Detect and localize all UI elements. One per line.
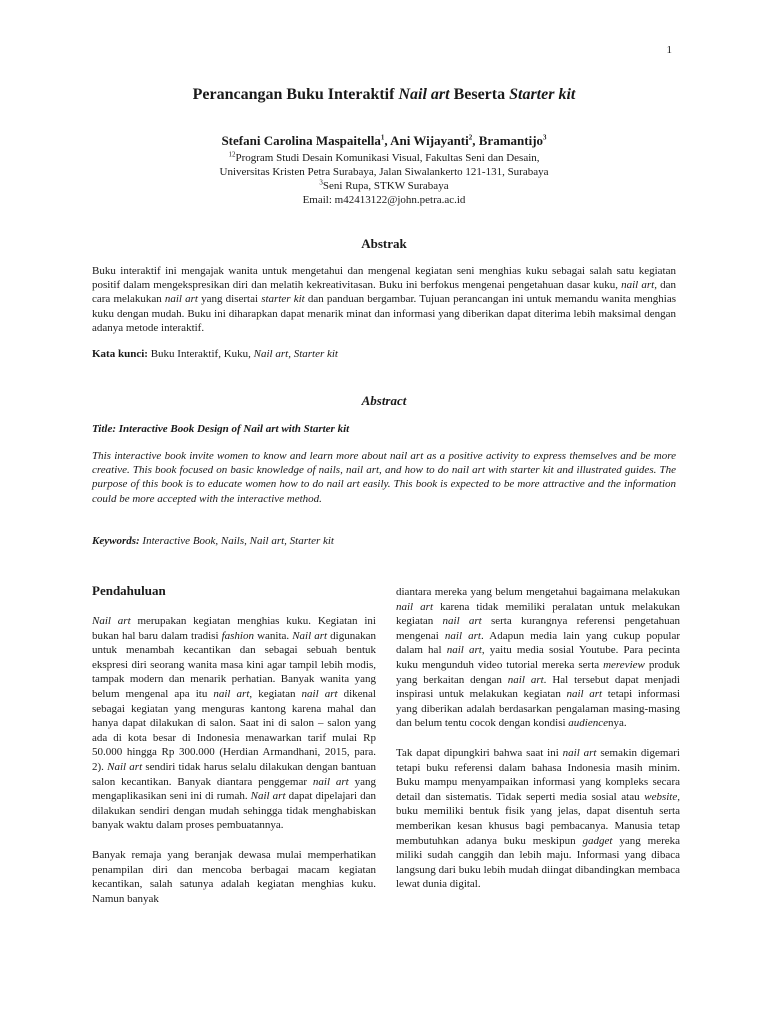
text-run: serta kurangnya referensi pengetahuan mengenai xyxy=(396,615,680,642)
abstrak-heading: Abstrak xyxy=(361,236,407,251)
left-column xyxy=(92,614,376,921)
text-run: Banyak remaja yang beranjak dewasa mulai memperhatikan penampilan diri dan mencoba berbagai macam kegiatan kecantikan, salah satunya adalah kegiatan menghias kuku. Namun banyak xyxy=(92,848,376,905)
italic-term: nail art xyxy=(312,775,349,788)
author-list: Stefani Carolina Maspaitella$^1$, Ani Wijayanti$^2$, Bramantijo$^3$ xyxy=(221,133,547,148)
italic-term: audience xyxy=(568,717,608,730)
text-run: diantara mereka yang belum mengetahui bagaimana melakukan xyxy=(396,586,680,598)
italic-term: website xyxy=(644,790,678,803)
text-run: , yaitu media sosial Youtube. Para pecinta kuku mengunduh video tutorial mereka serta xyxy=(396,644,681,671)
pendahuluan-paragraph-1 xyxy=(92,614,376,833)
italic-term: Nail art xyxy=(92,615,131,627)
text-run: dapat dipelajari dan dilakukan sendiri dengan mudah sehingga tidak menghabiskan banyak waktu dalam proses pembuatannya. xyxy=(92,790,376,832)
italic-term: nail art xyxy=(444,629,481,642)
text-run: semakin digemari tetapi buku referensi dalam bahasa Indonesia masih minim. Buku mampu menyampaikan informasi yang kompleks secara detail dan sistematis. Tidak seperti media sosial atau xyxy=(396,746,680,803)
abstract-heading: Abstract xyxy=(361,393,407,408)
italic-term: Nail art xyxy=(107,760,143,773)
italic-term: mereview xyxy=(603,658,645,671)
italic-term: nail art xyxy=(442,615,482,628)
text-run: karena tidak memiliki peralatan untuk melakukan kegiatan xyxy=(396,600,680,628)
right-column xyxy=(396,585,680,907)
author-email: Email: m42413122@john.petra.ac.id xyxy=(302,194,466,206)
pendahuluan-heading: Pendahuluan xyxy=(92,583,166,598)
text-run: tetapi informasi yang diberikan adalah berdasarkan pengalaman masing-masing dan belum tentu cocok dengan kondisi xyxy=(396,688,680,730)
kata-kunci: Kata kunci: Buku Interaktif, Kuku, Nail art, Starter kit xyxy=(92,348,338,360)
affiliation-line-1: $^{12}$Program Studi Desain Komunikasi Visual, Fakultas Seni dan Desain, xyxy=(228,150,540,164)
text-run: dikenal sebagai kegiatan yang menguras kantong karena mahal dan hanya dapat dilakukan di salon. Saat ini di salon – salon yang ada di kota besar di Indonesia menawarkan tarif mulai Rp 50.000 hingga Rp 300.000 (Herdian Armandhani, 2015, para. 2). xyxy=(92,687,376,773)
italic-term: nail art xyxy=(396,600,434,613)
text-run: yang mereka miliki sudah canggih dan lebih maju. Informasi yang dibaca langsung dari buku lebih mudah diingat dibandingkan membaca lewat dunia digital. xyxy=(396,834,680,891)
text-run: yang mengaplikasikan seni ini di rumah. xyxy=(92,775,376,803)
italic-term: Nail art xyxy=(292,629,328,642)
keywords: Keywords: Interactive Book, Nails, Nail art, Starter kit xyxy=(92,535,334,547)
italic-term: gadget xyxy=(582,834,613,847)
text-run: Tak dapat dipungkiri bahwa saat ini xyxy=(396,746,563,759)
text-run: produk yang berkaitan dengan xyxy=(396,658,680,686)
pendahuluan-paragraph-2 xyxy=(92,848,376,906)
text-run: , kegiatan xyxy=(249,687,302,700)
text-run: digunakan untuk menambah kecantikan dan sebagai sebuah bentuk ekspresi diri seorang wanita masa kini agar tampil lebih modis, tampak modern dan menarik perhatian. Banyak wanita yang belum mengenal apa itu xyxy=(92,629,376,700)
abstract-title-line: Title: Interactive Book Design of Nail art with Starter kit xyxy=(92,423,350,435)
text-run: sendiri tidak harus selalu dilakukan dengan bantuan salon kecantikan. Banyak diantara penggemar xyxy=(92,760,376,788)
page-number: 1 xyxy=(666,44,672,56)
italic-term: Nail art xyxy=(250,790,286,803)
affiliation-line-3: $^3$Seni Rupa, STKW Surabaya xyxy=(319,178,449,192)
italic-term: nail art xyxy=(507,673,544,686)
affiliation-line-2: Universitas Kristen Petra Surabaya, Jalan Siwalankerto 121-131, Surabaya xyxy=(219,166,549,178)
italic-term: nail art xyxy=(446,644,482,657)
text-run: . Hal tersebut dapat menjadi inspirasi untuk melakukan kegiatan xyxy=(396,673,680,701)
pendahuluan-paragraph-4 xyxy=(396,746,680,892)
abstrak-body: Buku interaktif ini mengajak wanita untuk mengetahui dan mengenal kegiatan seni menghias kuku sebagai salah satu kegiatan positif dalam mengekspresikan diri dan melatih kekreativitasan. Buku ini berfokus mengenai pengetahuan dasar kuku, nail art, dan cara melakukan nail art yang disertai starter kit dan panduan bergambar. Tujuan perancangan ini untuk memandu wanita menghias kuku dengan mudah. Buku ini diharapkan dapat menarik minat dan informasi yang diberikan dapat diterima lebih maksimal dengan adanya metode interaktif. xyxy=(92,265,677,334)
abstract-body: This interactive book invite women to know and learn more about nail art as a positive activity to express themselves and be more creative. This book focused on basic knowledge of nails, nail art, and how to do nail art with starter kit and illustrated guides. The purpose of this book is to educate women how to do nail art easily. This book is expected to be more attractive and the information could be more accepted with the interactive method. xyxy=(92,450,676,505)
text-run: wanita. xyxy=(254,629,293,642)
paper-title: Perancangan Buku Interaktif Nail art Beserta Starter kit xyxy=(192,86,576,103)
text-run: . Adapun media lain yang cukup popular dalam hal xyxy=(396,629,681,657)
italic-term: nail art xyxy=(213,687,250,700)
pendahuluan-paragraph-3 xyxy=(396,585,680,731)
italic-term: nail art xyxy=(301,687,338,700)
text-run: nya. xyxy=(608,717,627,730)
italic-term: fashion xyxy=(221,629,254,642)
text-run: merupakan kegiatan menghias kuku. Kegiatan ini bukan hal baru dalam tradisi xyxy=(92,615,376,642)
text-run: , buku memiliki bentuk fisik yang jelas, dapat disentuh serta memberikan kesan khusus bagi pembacanya. Manusia tetap membutuhkan adanya buku meskipun xyxy=(396,790,680,847)
italic-term: nail art xyxy=(562,746,597,759)
italic-term: nail art xyxy=(566,688,603,701)
